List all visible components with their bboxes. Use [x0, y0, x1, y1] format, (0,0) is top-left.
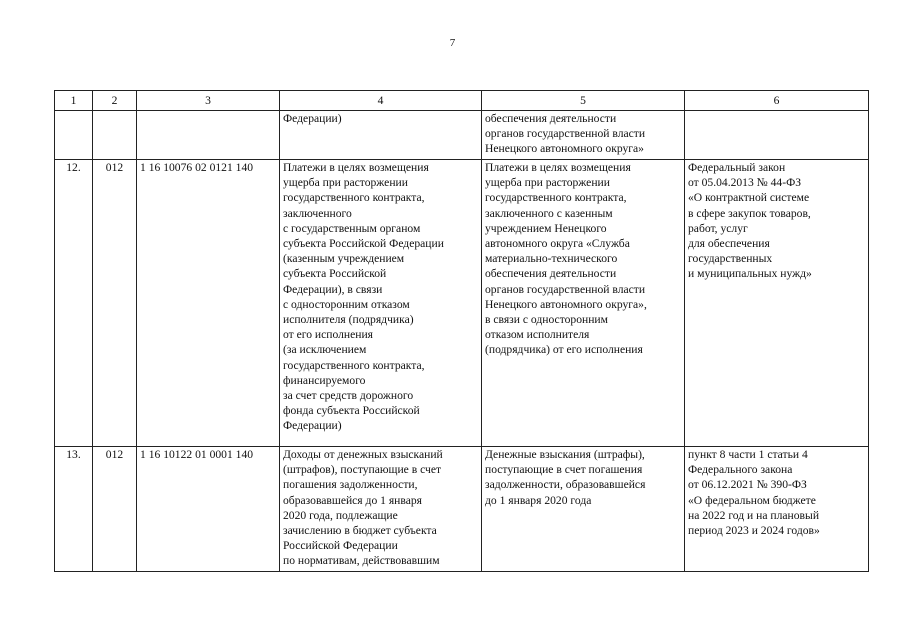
cell-kbk [137, 111, 280, 160]
cell-number: 12. [55, 160, 93, 447]
column-header-3: 3 [137, 91, 280, 111]
cell-number: 13. [55, 447, 93, 572]
table-row-continuation [55, 111, 869, 160]
cell-name: Федерации) [280, 111, 482, 160]
revenue-table [54, 90, 869, 572]
cell-code: 012 [93, 160, 137, 447]
column-header-4: 4 [280, 91, 482, 111]
column-header-1: 1 [55, 91, 93, 111]
column-header-5: 5 [482, 91, 685, 111]
cell-code: 012 [93, 447, 137, 572]
cell-name: Доходы от денежных взысканий (штрафов), поступающие в счет погашения задолженности, образовавшейся до 1 января 2020 года, подлежащие зачислению в бюджет субъекта Российской Федерации по нормативам, действовавшим [280, 447, 482, 572]
table-header-row [55, 91, 869, 111]
cell-description: Денежные взыскания (штрафы), поступающие в счет погашения задолженности, образовавшейся до 1 января 2020 года [482, 447, 685, 572]
table-row [55, 447, 869, 572]
column-header-2: 2 [93, 91, 137, 111]
table-row [55, 160, 869, 447]
cell-number [55, 111, 93, 160]
cell-basis: пункт 8 части 1 статьи 4 Федерального закона от 06.12.2021 № 390-ФЗ «О федеральном бюджете на 2022 год и на плановый период 2023 и 2024 годов» [685, 447, 869, 572]
cell-description: обеспечения деятельности органов государственной власти Ненецкого автономного округа» [482, 111, 685, 160]
cell-basis [685, 111, 869, 160]
cell-name: Платежи в целях возмещения ущерба при расторжении государственного контракта, заключенного с государственным органом субъекта Российской Федерации (казенным учреждением субъекта Российской Федерации), в связи с односторонним отказом исполнителя (подрядчика) от его исполнения (за исключением государственного контракта, финансируемого за счет средств дорожного фонда субъекта Российской Федерации) [280, 160, 482, 447]
cell-basis: Федеральный закон от 05.04.2013 № 44-ФЗ «О контрактной системе в сфере закупок товаров, работ, услуг для обеспечения государственных и муниципальных нужд» [685, 160, 869, 447]
cell-code [93, 111, 137, 160]
page-number: 7 [449, 37, 456, 49]
cell-kbk: 1 16 10122 01 0001 140 [137, 447, 280, 572]
column-header-6: 6 [685, 91, 869, 111]
cell-description: Платежи в целях возмещения ущерба при расторжении государственного контракта, заключенного с казенным учреждением Ненецкого автономного округа «Служба материально-технического обеспечения деятельности органов государственной власти Ненецкого автономного округа», в связи с односторонним отказом исполнителя (подрядчика) от его исполнения [482, 160, 685, 447]
cell-kbk: 1 16 10076 02 0121 140 [137, 160, 280, 447]
